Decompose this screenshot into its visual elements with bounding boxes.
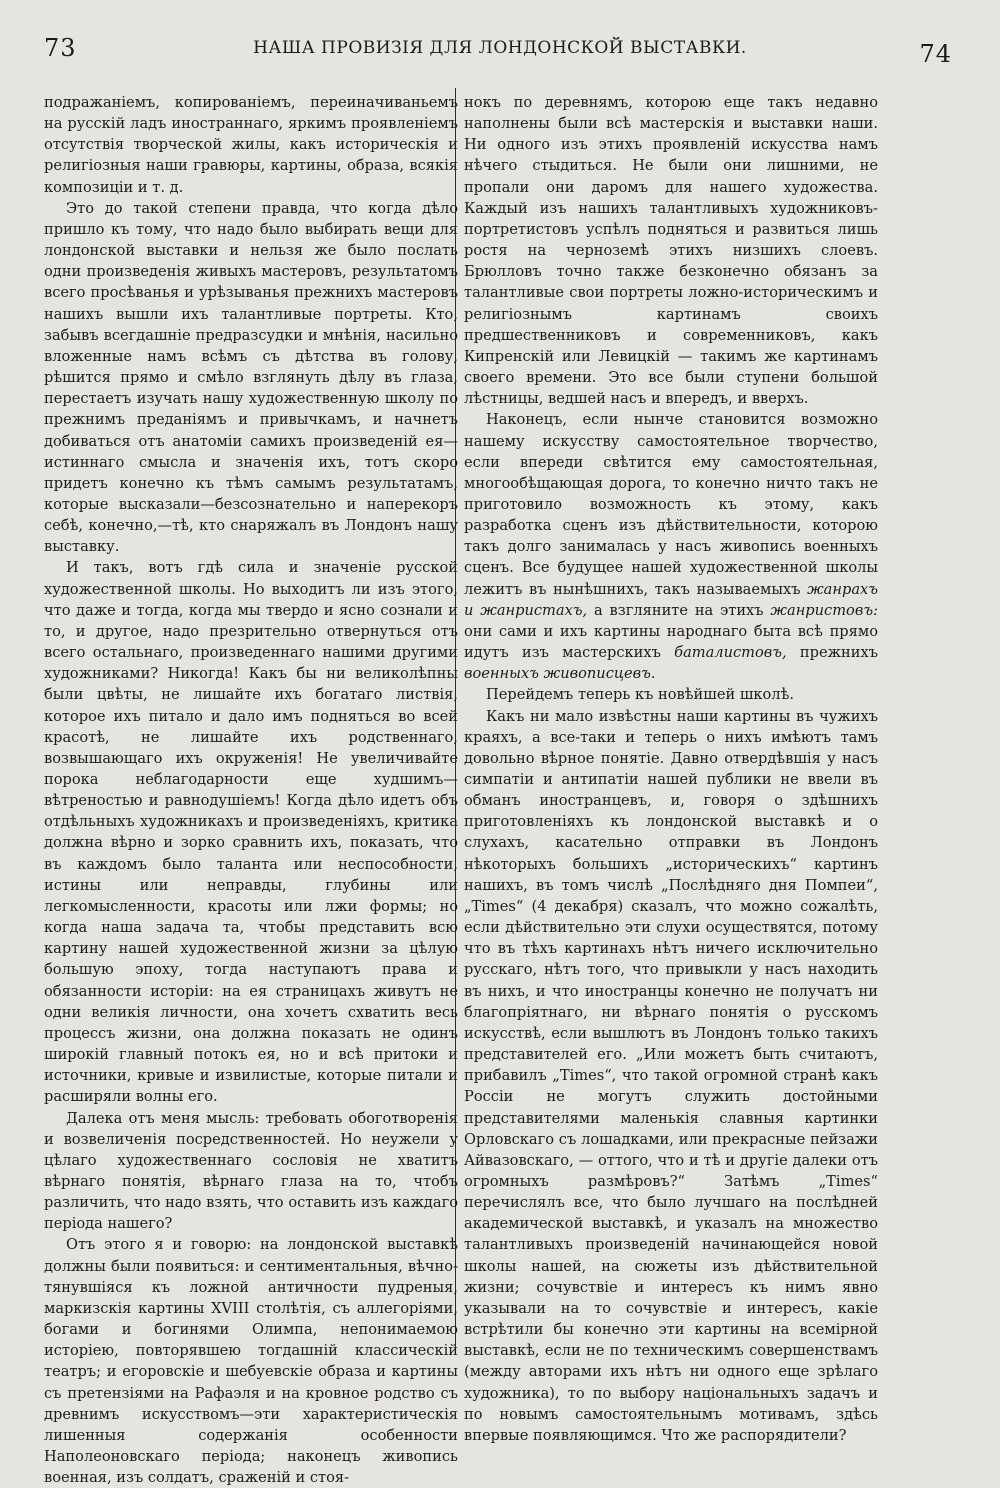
right-column <box>464 92 878 1446</box>
italic-term: жанрахъ и жанристахъ, <box>464 580 878 619</box>
italic-term: жанристовъ: <box>770 601 878 619</box>
paragraph: Какъ ни мало извѣстны наши картины въ чужихъ краяхъ, а все-таки и теперь о нихъ имѣютъ тамъ довольно вѣрное понятіе. Давно отвердѣвшія у насъ симпатіи и антипатіи нашей публики не ввели въ обманъ иностранцевъ, и, говоря о здѣшнихъ приготовленіяхъ къ лондонской выставкѣ и о слухахъ, касательно отправки въ Лондонъ нѣкоторыхъ большихъ „историческихъ“ картинъ нашихъ, въ томъ числѣ „Послѣдняго дня Помпеи“, „Times“ (4 декабря) сказалъ, что можно сожалѣть, если дѣйствительно эти слухи осуществятся, потому что въ тѣхъ картинахъ нѣтъ ничего исключительно русскаго, нѣтъ того, что привыкли у насъ находить въ нихъ, и что иностранцы конечно не получатъ ни благопріятнаго, ни вѣрнаго понятія о русскомъ искусствѣ, если вышлютъ въ Лондонъ только такихъ представителей его. „Или можетъ быть считаютъ, прибавилъ „Times“, что такой огромной странѣ какъ Россіи не могутъ служить достойными представителями маленькія славныя картинки Орловскаго съ лошадками, или прекрасные пейзажи Айвазовскаго, — оттого, что и тѣ и другіе далеки отъ огромныхъ размѣровъ?“ Затѣмъ „Times“ перечислялъ все, что было лучшаго на послѣдней академической выставкѣ, и указалъ на множество талантливыхъ произведеній начинающейся новой школы нашей, на сюжеты изъ дѣйствительной жизни; сочувствіе и интересъ къ нимъ явно указывали на то сочувствіе и интересъ, какіе встрѣтили бы конечно эти картины на всемірной выставкѣ, если не по техническимъ совершенствамъ (между авторами ихъ нѣтъ ни одного еще зрѣлаго художника), то по выбору національныхъ задачъ и по новымъ самостоятельнымъ мотивамъ, здѣсь впервые появляющимся. Что же распорядители? <box>464 707 878 1444</box>
page-number-right: 74 <box>919 40 952 68</box>
italic-term: баталистовъ, <box>674 644 787 662</box>
text-run: они сами и ихъ картины народнаго быта всѣ прямо идутъ изъ мастерскихъ <box>464 622 878 662</box>
paragraph: Далека отъ меня мысль: требовать обоготворенія и возвеличенія посредственностей. Но неужели у цѣлаго художественнаго сословія не хватитъ вѣрнаго понятія, вѣрнаго глаза на то, чтобъ различить, что надо взять, что оставить изъ каждаго періода нашего? <box>44 1109 458 1233</box>
paragraph: подражаніемъ, копированіемъ, переиначиваньемъ на русскій ладъ иностраннаго, яркимъ проявленіемъ отсутствія творческой жилы, какъ историческія и религіозныя наши гравюры, картины, образа, всякія композиціи и т. д. <box>44 94 458 196</box>
paragraph: нокъ по деревнямъ, которою еще такъ недавно наполнены были всѣ мастерскія и выставки наши. Ни одного изъ этихъ проявленій искусства намъ нѣчего стыдиться. Не были они лишними, не пропали они даромъ для нашего художества. Каждый изъ нашихъ талантливыхъ художниковъ-портретистовъ успѣлъ подняться и развиться лишь ростя на черноземѣ этихъ низшихъ слоевъ. Брюлловъ точно также безконечно обязанъ за талантливые свои портреты ложно-историческимъ и религіознымъ картинамъ своихъ предшественниковъ и современниковъ, какъ Кипренскій или Левицкій — такимъ же картинамъ своего времени. Это все были ступени большой лѣстницы, ведшей насъ и впередъ, и вверхъ. <box>464 94 878 408</box>
paragraph <box>464 409 878 684</box>
text-run: Наконецъ, если нынче становится возможно нашему искусству самостоятельное творчество, если впереди свѣтится ему самостоятельная, многообѣщающая дорога, то конечно ничто такъ не приготовило возможность къ этому, какъ разработка сценъ изъ дѣйствительности, которою такъ долго занималась у насъ живопись военныхъ сценъ. Все будущее нашей художественной школы лежитъ въ нынѣшнихъ, такъ называемыхъ <box>464 411 878 598</box>
page-header <box>40 30 960 74</box>
text-run: прежнихъ <box>799 644 878 662</box>
paragraph: И такъ, вотъ гдѣ сила и значеніе русской художественной школы. Но выходитъ ли изъ этого, что даже и тогда, когда мы твердо и ясно сознали и то, и другое, надо презрительно отвернуться отъ всего остальнаго, произведеннаго нашими другими художниками? Никогда! Какъ бы ни великолѣпны были цвѣты, не лишайте ихъ богатаго листвія, которое ихъ питало и дало имъ подняться во всей красотѣ, не лишайте ихъ родственнаго, возвышающаго ихъ окруженія! Не увеличивайте порока неблагодарности еще худшимъ—вѣтреностью и равнодушіемъ! Когда дѣло идетъ объ отдѣльныхъ художникахъ и произведеніяхъ, критика должна вѣрно и зорко сравнить ихъ, показать, что въ каждомъ было таланта или неспособности, истины или неправды, глубины или легкомысленности, красоты или лжи формы; но когда наша задача та, чтобы представить всю картину нашей художественной жизни за цѣлую большую эпоху, тогда наступаютъ права и обязанности исторіи: на ея страницахъ живутъ не одни великія личности, она хочетъ схватить весь процессъ жизни, она должна показать не одинъ широкій главный потокъ ея, но и всѣ притоки и источники, кривые и извилистые, которые питали и расширяли волны его. <box>44 559 458 1106</box>
paragraph: Это до такой степени правда, что когда дѣло пришло къ тому, что надо было выбирать вещи для лондонской выставки и нельзя же было послать одни произведенія живыхъ мастеровъ, результатомъ всего просѣванья и урѣзыванья прежнихъ мастеровъ нашихъ вышли ихъ талантливые портреты. Кто, забывъ всегдашніе предразсудки и мнѣнія, насильно вложенные намъ всѣмъ съ дѣтства въ голову, рѣшится прямо и смѣло взглянуть дѣлу въ глаза, перестаетъ изучать нашу художественную школу по прежнимъ преданіямъ и привычкамъ, и начнетъ добиваться отъ анатоміи самихъ произведеній ея—истиннаго смысла и значенія ихъ, тотъ скоро придетъ конечно къ тѣмъ самымъ результатамъ, которые высказали—безсознательно и наперекоръ себѣ, конечно,—тѣ, кто снаряжалъ въ Лондонъ нашу выставку. <box>44 199 458 556</box>
running-title: НАША ПРОВИЗІЯ ДЛЯ ЛОНДОНСКОЙ ВЫСТАВКИ. <box>253 38 747 58</box>
text-run: а взгляните на этихъ <box>594 601 764 619</box>
italic-term: военныхъ живописцевъ. <box>464 665 656 683</box>
paragraph: Перейдемъ теперь къ новѣйшей школѣ. <box>486 686 795 704</box>
page-number-left: 73 <box>44 34 77 62</box>
left-column <box>44 92 458 1488</box>
paragraph: Отъ этого я и говорю: на лондонской выставкѣ должны были появиться: и сентиментальныя, вѣчно-тянувшіяся къ ложной античности пудреныя, маркизскія картины XVIII столѣтія, съ аллегоріями, богами и богинями Олимпа, непонимаемою исторіею, повторявшею тогдашній классическій театръ; и егоровскіе и шебуевскіе образа и картины съ претензіями на Рафаэля и на кровное родство съ древнимъ искусствомъ—эти характеристическія лишенныя содержанія особенности Наполеоновскаго періода; наконецъ живопись военная, изъ солдатъ, сраженій и стоя- <box>44 1236 458 1487</box>
